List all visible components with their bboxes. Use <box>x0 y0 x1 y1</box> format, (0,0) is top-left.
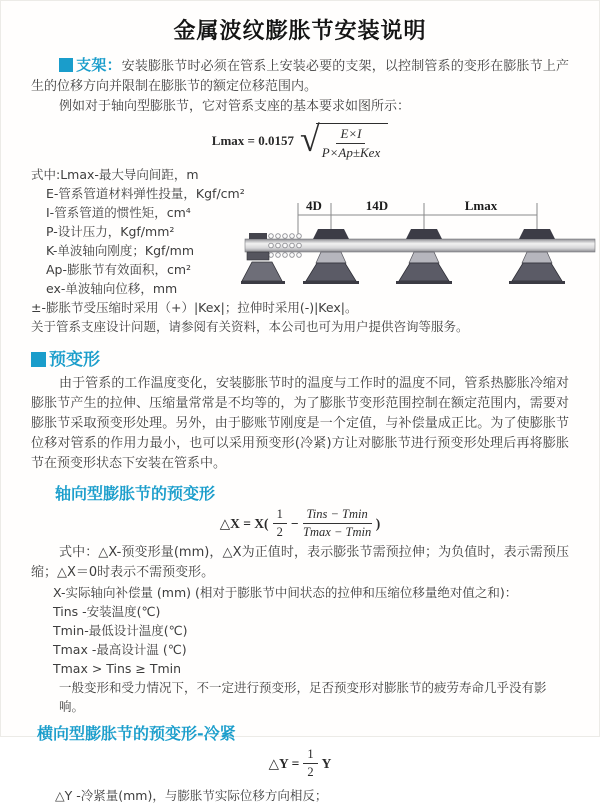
axial-subheading: 轴向型膨胀节的预变形 <box>55 484 216 504</box>
fraction-denominator: Tmax − Tmin <box>303 525 372 540</box>
symbol-def-line: E-管系管道材料弹性投量，Kgf/cm² <box>46 186 245 202</box>
fraction-denominator: P×Ap±Kex <box>321 144 381 160</box>
section-square-icon <box>31 352 46 367</box>
dim-label-4d: 4D <box>306 198 322 213</box>
fraction-denominator: 2 <box>307 765 314 780</box>
one-half-fraction <box>303 747 317 780</box>
guide-support-icon <box>396 229 452 284</box>
predeform-section-heading <box>31 345 569 370</box>
axial-def-line: 一般变形和受力情况下，不一定进行预变形，足否预变形对膨胀节的疲劳寿命几乎没有影响。 <box>59 680 547 715</box>
symbol-def-line: Ap-膨胀节有效面积，cm² <box>46 262 192 278</box>
temperature-fraction <box>303 507 372 540</box>
symbol-def-line: K-单波轴向刚度；Kgf/mm <box>46 243 194 259</box>
axial-predeform-formula <box>31 507 569 540</box>
sqrt-expression <box>299 119 388 160</box>
axial-def-line: Tmax -最高设计温 (℃) <box>53 642 187 658</box>
support-intro-text: 安装膨胀节时必须在管系上安装必要的支架，以控制管系的变形在膨胀节上产生的位移方向并限制在膨胀节的额定位移范围内。 <box>31 59 569 94</box>
fraction-numerator: 1 <box>303 747 317 764</box>
lateral-subheading: 横向型膨胀节的预变形-冷紧 <box>37 724 236 744</box>
symbol-def-line: ±-膨胀节受压缩时采用（+）|Kex|；拉伸时采用(-)|Kex|。 <box>31 300 358 316</box>
axial-def-line: Tmin-最低设计温度(℃) <box>53 623 188 639</box>
predeform-heading-text: 预变形 <box>49 350 100 371</box>
document-content <box>1 14 599 805</box>
bellows-icon <box>269 234 302 258</box>
lmax-formula-lhs: Lmax = 0.0157 <box>211 133 294 149</box>
support-intro-paragraph <box>31 55 569 97</box>
axial-def-line: Tmax > Tins ≥ Tmin <box>53 661 182 677</box>
dimension-labels <box>306 198 498 213</box>
guide-support-icon <box>509 229 565 284</box>
radicand <box>316 123 389 160</box>
axial-def-line: X-实际轴向补偿量 (mm) (相对于膨胀节中间状态的拉伸和压缩位移量绝对值之和)： <box>53 585 518 601</box>
axial-formula-lhs: △X = X( <box>219 515 269 531</box>
fraction-denominator: 2 <box>276 525 283 540</box>
lateral-formula-lhs: △Y = <box>268 755 300 771</box>
fraction-numerator: E×I <box>336 126 365 144</box>
symbol-def-line: ex-单波轴向位移，mm <box>46 281 178 297</box>
page-title: 金属波纹膨胀节安装说明 <box>173 19 427 44</box>
axial-def-line: Tins -安装温度(℃) <box>53 604 161 620</box>
axial-formula-explanation: 式中：△X-预变形量(mm)，△X为正值时，表示膨张节需预拉伸；为负值时，表示需预压缩；△X＝0时表示不需预变形。 <box>31 545 569 581</box>
minus-operator: − <box>290 515 299 531</box>
support-example-line: 例如对于轴向型膨胀节，它对管系支座的基本要求如图所示： <box>59 99 411 114</box>
lmax-formula <box>31 119 569 160</box>
close-paren: ) <box>375 515 381 531</box>
symbol-def-line: P-设计压力，Kgf/mm² <box>46 224 175 240</box>
radical-sign: √ <box>299 119 320 159</box>
dim-label-14d: 14D <box>365 198 389 213</box>
fraction-numerator: 1 <box>273 507 287 524</box>
lmax-fraction <box>322 126 381 160</box>
fraction-numerator: Tins − Tmin <box>303 507 372 524</box>
dim-label-lmax: Lmax <box>464 198 498 213</box>
pipe-support-diagram <box>241 195 597 293</box>
symbol-def-line: 关于管系支座设计问题，请参阅有关资料，本公司也可为用户提供咨询等服务。 <box>31 319 469 335</box>
guide-support-icon <box>303 229 359 284</box>
section-square-icon <box>59 58 73 72</box>
axial-definition-list <box>31 583 569 716</box>
lateral-predeform-formula <box>31 747 569 780</box>
one-half-fraction <box>273 507 287 540</box>
lateral-def-line: △Y -冷紧量(mm)，与膨胀节实际位移方向相反； <box>55 788 328 804</box>
support-section-heading: 支架： <box>76 56 122 74</box>
predeform-paragraph: 由于管系的工作温度变化，安装膨胀节时的温度与工作时的温度不同，管系热膨胀冷缩对膨胀节产生的拉伸、压缩量常常是不均等的，为了膨胀节变形范围控制在额定范围内，需要对膨胀节采取预变形处理。另外，由于膨账节刚度是一个定值，与补偿量成正比。为了使膨胀节位移对管系的作用力最小，也可以采用预变形(冷紧)方让对膨胀节进行预变形处理后再将膨胀节在预变形状态下安装在管系中。 <box>31 376 569 472</box>
symbol-def-line: I-管系管道的惯性矩，cm⁴ <box>46 205 191 221</box>
symbol-def-line: 式中:Lmax-最大导向间距，m <box>31 167 199 183</box>
lateral-formula-rhs: Y <box>321 755 332 771</box>
